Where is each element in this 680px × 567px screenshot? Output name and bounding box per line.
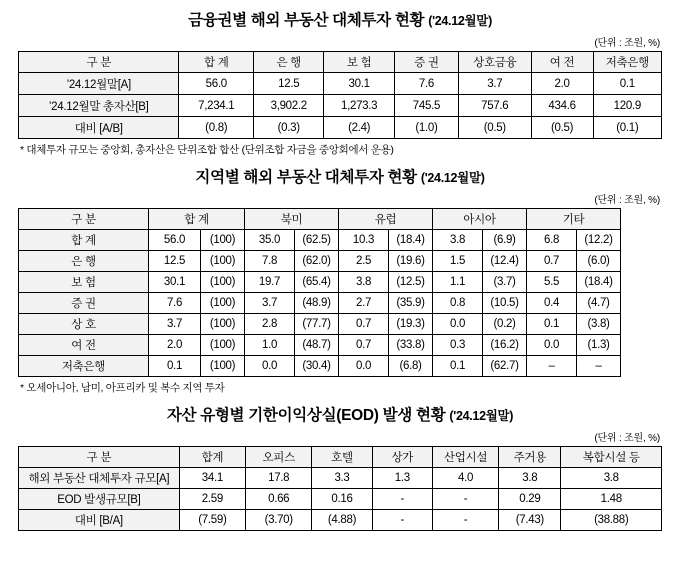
cell: 19.7 [245,272,295,293]
cell-pct: (12.2) [577,230,621,251]
cell: 1.3 [372,468,432,489]
row-label: ’24.12월말[A] [19,73,179,95]
row-label: 상 호 [19,314,149,335]
cell: (0.5) [459,117,531,139]
cell: 3,902.2 [254,95,324,117]
cell-pct: (35.9) [389,293,433,314]
cell: 1.0 [245,335,295,356]
section-3-title [18,395,662,429]
cell: (38.88) [561,510,662,531]
table-row [19,489,662,510]
cell: (1.0) [394,117,458,139]
cell: - [372,489,432,510]
cell: (3.70) [246,510,312,531]
cell: 0.16 [312,489,372,510]
table-row [19,356,671,377]
cell: 17.8 [246,468,312,489]
table-row [19,468,662,489]
section-3-title-sub: ('24.12월말) [449,409,514,423]
cell: 7,234.1 [179,95,254,117]
table-row [19,117,662,139]
cell: 2.0 [149,335,201,356]
col-header-0: 구 분 [19,52,179,73]
cell-pct: (18.4) [389,230,433,251]
cell: 0.1 [149,356,201,377]
col-header-2: 북미 [245,209,339,230]
cell: 1.5 [433,251,483,272]
table-row [19,73,662,95]
cell-pct: (48.7) [295,335,339,356]
row-label: 증 권 [19,293,149,314]
col-header-0: 구 분 [19,447,180,468]
cell-pct: (16.2) [483,335,527,356]
cell: 12.5 [149,251,201,272]
cell: - [372,510,432,531]
cell: 0.1 [433,356,483,377]
table-row [19,272,671,293]
cell: – [527,356,577,377]
cell-pct: – [577,356,621,377]
cell-pct: (10.5) [483,293,527,314]
cell-pct: (19.6) [389,251,433,272]
cell-pct: (0.2) [483,314,527,335]
cell: 0.29 [499,489,561,510]
section-3-title-main: 자산 유형별 기한이익상실(EOD) 발생 현황 [166,407,446,424]
row-label: 여 전 [19,335,149,356]
cell: 34.1 [179,468,245,489]
col-header-7: 복합시설 등 [561,447,662,468]
table-row [19,335,671,356]
cell-pct: (100) [201,356,245,377]
cell: (7.59) [179,510,245,531]
cell-pct: (1.3) [577,335,621,356]
row-label: EOD 발생규모[B] [19,489,180,510]
col-header-0: 구 분 [19,209,149,230]
col-header-5: 상호금융 [459,52,531,73]
cell: 30.1 [324,73,394,95]
cell-pct: (62.5) [295,230,339,251]
cell-pct: (6.8) [389,356,433,377]
cell: 7.6 [394,73,458,95]
col-header-7: 저축은행 [593,52,661,73]
cell: 0.4 [527,293,577,314]
cell: 0.3 [433,335,483,356]
cell: 3.7 [245,293,295,314]
cell-pct: (12.4) [483,251,527,272]
row-label: 해외 부동산 대체투자 규모[A] [19,468,180,489]
cell: 757.6 [459,95,531,117]
cell: (0.3) [254,117,324,139]
cell: 3.3 [312,468,372,489]
col-header-2: 은 행 [254,52,324,73]
cell: 0.0 [433,314,483,335]
cell-pct: (100) [201,251,245,272]
row-label: 대비 [B/A] [19,510,180,531]
section-3-unit: (단위 : 조원, %) [594,433,660,444]
cell: 745.5 [394,95,458,117]
cell-pct: (4.7) [577,293,621,314]
section-1-unit: (단위 : 조원, %) [594,38,660,49]
cell: 56.0 [179,73,254,95]
cell: 56.0 [149,230,201,251]
col-header-5: 산업시설 [432,447,498,468]
cell: 3.7 [459,73,531,95]
col-header-6: 주거용 [499,447,561,468]
cell-pct: (12.5) [389,272,433,293]
row-label: 대비 [A/B] [19,117,179,139]
cell: 434.6 [531,95,593,117]
cell: 0.7 [339,335,389,356]
cell-pct: (3.8) [577,314,621,335]
cell: 0.0 [339,356,389,377]
section-2-unit: (단위 : 조원, %) [594,195,660,206]
table-header-row [19,209,671,230]
cell: 0.8 [433,293,483,314]
col-header-3: 유럽 [339,209,433,230]
cell: 0.7 [339,314,389,335]
cell: 3.8 [339,272,389,293]
cell: (0.5) [531,117,593,139]
cell: 3.8 [433,230,483,251]
section-1-title-sub: ('24.12월말) [428,14,492,28]
section-1-title-main: 금융권별 해외 부동산 대체투자 현황 [188,12,425,29]
col-header-4: 아시아 [433,209,527,230]
row-label: ’24.12월말 총자산[B] [19,95,179,117]
section-region [18,157,662,395]
cell-pct: (77.7) [295,314,339,335]
cell: 1.48 [561,489,662,510]
cell: 12.5 [254,73,324,95]
cell-pct: (100) [201,314,245,335]
table-row [19,95,662,117]
table-header-row [19,52,662,73]
col-header-4: 증 권 [394,52,458,73]
section-1-title [18,0,662,34]
section-2-title [18,157,662,191]
table-row [19,293,671,314]
section-2-note: * 오세아니아, 남미, 아프리카 및 복수 지역 투자 [20,382,225,394]
cell: 0.0 [245,356,295,377]
row-label: 합 계 [19,230,149,251]
cell-pct: (6.0) [577,251,621,272]
cell: 3.8 [499,468,561,489]
cell: 30.1 [149,272,201,293]
row-label: 은 행 [19,251,149,272]
table-row [19,251,671,272]
cell: (2.4) [324,117,394,139]
cell: 1,273.3 [324,95,394,117]
table-region [18,208,671,377]
col-header-3: 보 험 [324,52,394,73]
col-header-1: 합 계 [179,52,254,73]
cell: 2.59 [179,489,245,510]
table-header-row [19,447,662,468]
section-asset-type-eod [18,395,662,531]
col-header-4: 상가 [372,447,432,468]
cell: 35.0 [245,230,295,251]
cell: 2.0 [531,73,593,95]
cell-pct: (100) [201,272,245,293]
cell: 10.3 [339,230,389,251]
table-row [19,230,671,251]
cell: - [432,489,498,510]
cell: 3.7 [149,314,201,335]
cell: 2.8 [245,314,295,335]
section-financial-sector [18,0,662,157]
cell: 2.7 [339,293,389,314]
table-row [19,510,662,531]
section-2-title-main: 지역별 해외 부동산 대체투자 현황 [195,169,417,186]
cell: 7.6 [149,293,201,314]
col-header-2: 오피스 [246,447,312,468]
col-header-3: 호텔 [312,447,372,468]
cell: 0.7 [527,251,577,272]
cell: (0.8) [179,117,254,139]
cell: 0.66 [246,489,312,510]
cell: 2.5 [339,251,389,272]
cell-pct: (33.8) [389,335,433,356]
cell-pct: (48.9) [295,293,339,314]
section-2-title-sub: ('24.12월말) [420,171,485,185]
table-asset-type-eod [18,446,662,531]
cell: 3.8 [561,468,662,489]
col-header-6: 여 전 [531,52,593,73]
cell: 4.0 [432,468,498,489]
cell: (4.88) [312,510,372,531]
cell-pct: (18.4) [577,272,621,293]
cell: 0.0 [527,335,577,356]
cell-pct: (62.0) [295,251,339,272]
cell: 7.8 [245,251,295,272]
col-header-1: 합 계 [149,209,245,230]
cell-pct: (65.4) [295,272,339,293]
cell-pct: (6.9) [483,230,527,251]
col-header-5: 기타 [527,209,621,230]
cell: (7.43) [499,510,561,531]
cell-pct: (100) [201,293,245,314]
cell: - [432,510,498,531]
cell-pct: (100) [201,230,245,251]
table-row [19,314,671,335]
table-financial-sector [18,51,662,139]
cell-pct: (100) [201,335,245,356]
cell-pct: (30.4) [295,356,339,377]
cell: 5.5 [527,272,577,293]
col-header-1: 합계 [179,447,245,468]
cell: (0.1) [593,117,661,139]
cell: 120.9 [593,95,661,117]
cell-pct: (19.3) [389,314,433,335]
row-label: 저축은행 [19,356,149,377]
section-1-note: * 대체투자 규모는 중앙회, 총자산은 단위조합 합산 (단위조합 자금을 중앙회에서 운용) [20,144,394,156]
cell-pct: (3.7) [483,272,527,293]
cell: 6.8 [527,230,577,251]
cell-pct: (62.7) [483,356,527,377]
cell: 0.1 [527,314,577,335]
cell: 0.1 [593,73,661,95]
row-label: 보 험 [19,272,149,293]
cell: 1.1 [433,272,483,293]
